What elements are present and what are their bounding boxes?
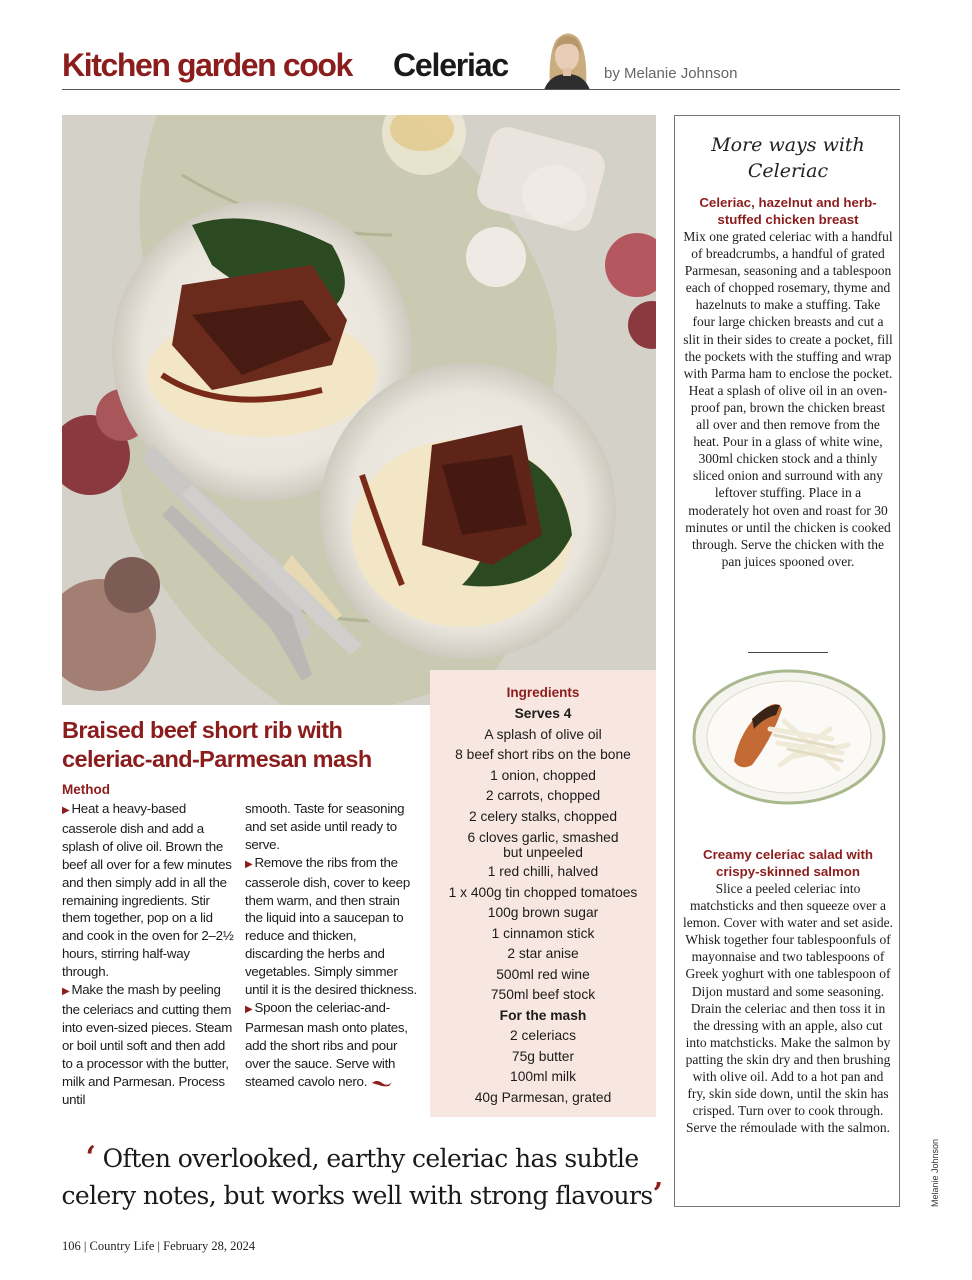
ingredient-item: 2 carrots, chopped — [485, 788, 601, 803]
ingredient-item: 500ml red wine — [496, 966, 590, 982]
byline: by Melanie Johnson — [604, 65, 738, 82]
sidebar-recipe2-title: Creamy celeriac salad with crispy-skinned salmon — [703, 847, 873, 879]
ingredient-item: 2 star anise — [507, 946, 579, 961]
page-folio: 106 | Country Life | February 28, 2024 — [62, 1239, 256, 1253]
method-step-3: ▶ Remove the ribs from the casserole dish, cover to keep them warm, and then strain the liquid into a saucepan to reduce and thicken, discarding the herbs and vegetables. Simply simmer until it is the desired thickness. — [245, 854, 417, 998]
ingredient-item: 750ml beef stock — [490, 987, 596, 1002]
pull-quote-text: Often overlooked, earthy celeriac has subtle celery notes, but works well with strong flavours — [61, 1144, 653, 1210]
bullet-triangle-icon: ▶ — [245, 1003, 253, 1015]
close-quote-mark: ’ — [652, 1177, 663, 1212]
sidebar-script-title: More ways with Celeriac — [711, 134, 865, 182]
recipe-title: Braised beef short rib with celeriac-and-Parmesan mash — [62, 717, 372, 772]
open-quote-mark: ‘ — [85, 1140, 96, 1175]
author-portrait — [536, 24, 598, 90]
sidebar-recipe1-title: Celeriac, hazelnut and herb-stuffed chicken breast — [699, 195, 877, 227]
ingredient-item: 1 onion, chopped — [490, 767, 596, 783]
ingredient-item: 1 cinnamon stick — [491, 925, 595, 941]
mash-ingredient-item: 75g butter — [511, 1048, 575, 1064]
sidebar-more-ways — [674, 115, 900, 1207]
ingredients-heading: Ingredients — [506, 685, 580, 700]
main-dish-photo — [62, 115, 656, 705]
ingredients-list — [430, 725, 656, 1006]
mash-ingredient-item: 2 celeriacs — [510, 1028, 576, 1043]
ingredient-item: A splash of olive oil — [484, 726, 602, 742]
mash-ingredients-list — [430, 1026, 656, 1108]
header-rule — [62, 89, 900, 90]
ingredient-item: 6 cloves garlic, smashed but unpeeled — [467, 830, 619, 860]
ingredient-item: 1 x 400g tin chopped tomatoes — [448, 884, 638, 900]
sidebar-recipe2-body: Slice a peeled celeriac into matchsticks and then squeeze over a lemon. Cover with water and set aside. Whisk together four tablespoonfuls of mayonnaise and two tablespoons of Greek yoghurt with one tablespoon of Dijon mustard and some seasoning. Drain the celeriac and then toss it in the dressing with an apple, also cut into matchsticks. Make the salmon by patting the skin dry and then brushing with olive oil. Add to a hot pan and fry, skin side down, until the skin has crisped. Turn over to cook through. Serve the rémoulade with the salmon. — [683, 881, 893, 1136]
header-topic-title: Celeriac — [393, 47, 508, 83]
method-step-1: ▶ Heat a heavy-based casserole dish and add a splash of olive oil. Brown the beef all over for a few minutes and then simply add in all the remaining ingredients. Stir them together, pop on a lid and cook in the oven for 2–2½ hours, stirring half-way through. — [62, 801, 234, 980]
ingredient-item: 8 beef short ribs on the bone — [455, 747, 631, 762]
bullet-triangle-icon: ▶ — [245, 858, 253, 870]
bullet-triangle-icon: ▶ — [62, 805, 70, 816]
ingredient-item: 100g brown sugar — [487, 905, 599, 920]
method-heading: Method — [62, 782, 110, 797]
method-step-2-continued: smooth. Taste for seasoning and set aside until ready to serve. — [245, 801, 405, 852]
serves-label: Serves 4 — [514, 706, 572, 721]
ingredient-item: 2 celery stalks, chopped — [468, 808, 617, 824]
photo-credit: Melanie Johnson — [930, 1138, 940, 1208]
method-column-1 — [62, 800, 234, 1108]
method-column-2 — [245, 800, 417, 1091]
mash-ingredient-item: 100ml milk — [510, 1069, 576, 1084]
ingredient-item: 1 red chilli, halved — [487, 864, 599, 879]
sidebar-recipe1-body: Mix one grated celeriac with a handful of breadcrumbs, a handful of grated Parmesan, seasoning and a tablespoon each of chopped rosemary, thyme and hazelnuts to make a stuffing. Take four large chicken breasts and cut a slit in their sides to create a pocket, fill the pockets with the stuffing and wrap with Parma ham to enclose the pocket. Heat a splash of olive oil in an oven-proof pan, brown the chicken breast all over and then remove from the heat. Pour in a glass of white wine, 300ml chicken stock and a thinly sliced onion and surround with any leftover stuffing. Place in a moderately hot oven and roast for 30 minutes or until the chicken is cooked through. Serve the chicken with the pan juices spooned over. — [683, 229, 893, 569]
pull-quote — [52, 1140, 672, 1214]
bullet-triangle-icon: ▶ — [62, 986, 70, 998]
mash-heading: For the mash — [499, 1007, 587, 1023]
sidebar-divider — [748, 652, 828, 653]
method-step-4: ▶ Spoon the celeriac-and-Parmesan mash onto plates, add the short ribs and pour over the sauce. Serve with steamed cavolo nero. — [245, 999, 408, 1089]
header-series-title: Kitchen garden cook — [62, 47, 352, 83]
ingredients-box — [430, 670, 656, 1117]
salmon-salad-photo — [692, 669, 886, 805]
end-mark-icon — [371, 1078, 393, 1088]
method-step-2: ▶ Make the mash by peeling the celeriacs and cutting them into even-sized pieces. Steam or boil until soft and then add to a processor with the butter, milk and Parmesan. Process until — [62, 982, 233, 1107]
mash-ingredient-item: 40g Parmesan, grated — [474, 1089, 612, 1105]
